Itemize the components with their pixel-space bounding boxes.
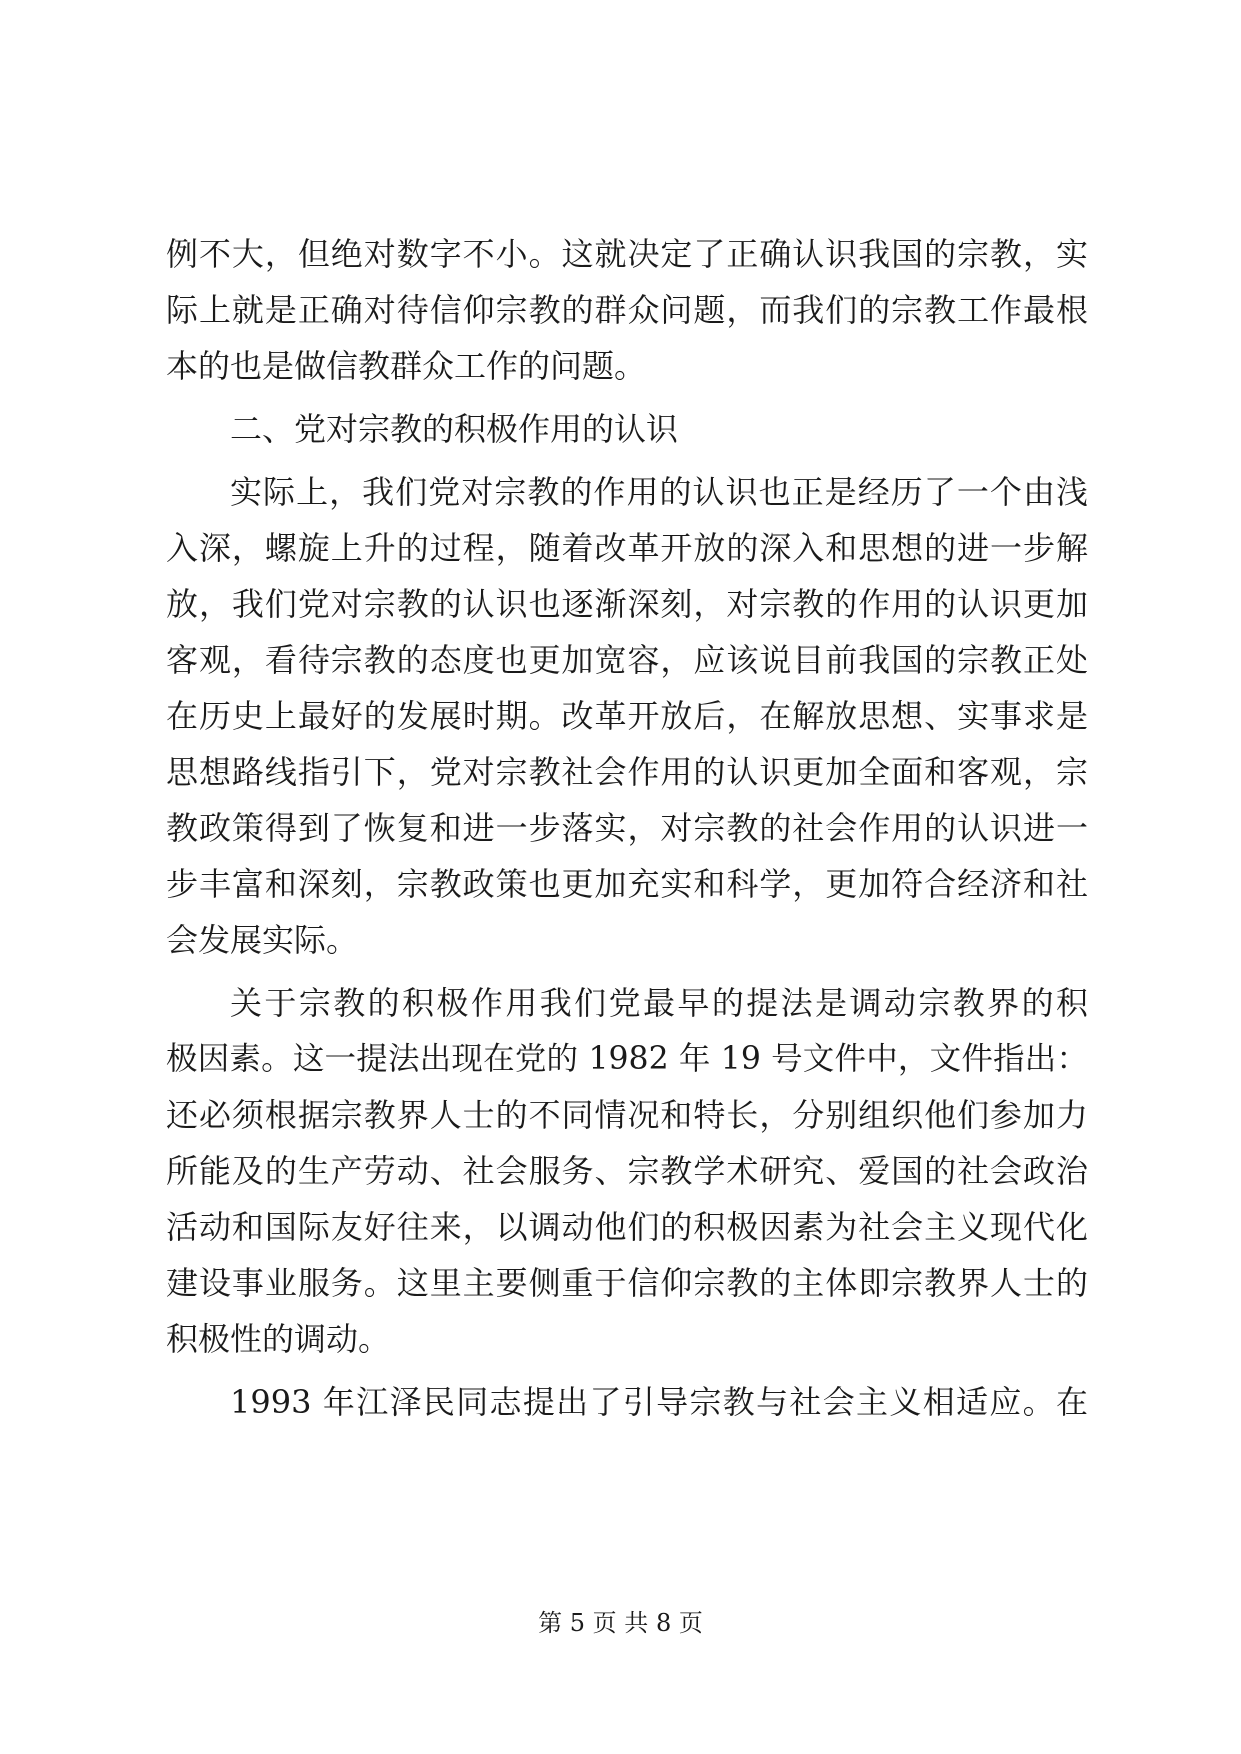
text-line: 客观，看待宗教的态度也更加宽容，应该说目前我国的宗教正处 (166, 641, 1088, 679)
page-footer: 第 5 页 共 8 页 (538, 1609, 703, 1637)
text-line: 教政策得到了恢复和进一步落实，对宗教的社会作用的认识进一 (166, 809, 1088, 847)
text-line: 极因素。这一提法出现在党的 1982 年 19 号文件中，文件指出： (166, 1041, 1088, 1077)
text-line: 还必须根据宗教界人士的不同情况和特长，分别组织他们参加力 (166, 1096, 1088, 1134)
paragraph (166, 1374, 1088, 1430)
text-line: 关于宗教的积极作用我们党最早的提法是调动宗教界的积 (230, 984, 1088, 1022)
paragraph (166, 464, 1088, 968)
text-line: 在历史上最好的发展时期。改革开放后，在解放思想、实事求是 (166, 697, 1088, 735)
text-line: 建设事业服务。这里主要侧重于信仰宗教的主体即宗教界人士的 (166, 1264, 1088, 1302)
text-line: 际上就是正确对待信仰宗教的群众问题，而我们的宗教工作最根 (166, 291, 1088, 329)
paragraph (166, 975, 1088, 1367)
section-heading (166, 401, 1088, 457)
text-line: 所能及的生产劳动、社会服务、宗教学术研究、爱国的社会政治 (166, 1152, 1088, 1190)
text-line: 本的也是做信教群众工作的问题。 (166, 347, 647, 385)
text-line: 例不大，但绝对数字不小。这就决定了正确认识我国的宗教，实 (166, 235, 1088, 273)
text-line: 步丰富和深刻，宗教政策也更加充实和科学，更加符合经济和社 (166, 865, 1088, 903)
heading-line: 二、党对宗教的积极作用的认识 (230, 410, 679, 448)
text-line: 实际上，我们党对宗教的作用的认识也正是经历了一个由浅 (230, 473, 1088, 511)
document-body (166, 226, 1088, 1430)
text-line: 积极性的调动。 (166, 1320, 391, 1358)
text-line: 入深，螺旋上升的过程，随着改革开放的深入和思想的进一步解 (166, 529, 1088, 567)
text-line: 1993 年江泽民同志提出了引导宗教与社会主义相适应。在 (230, 1383, 1088, 1421)
text-line: 放，我们党对宗教的认识也逐渐深刻，对宗教的作用的认识更加 (166, 585, 1088, 623)
text-line: 活动和国际友好往来，以调动他们的积极因素为社会主义现代化 (166, 1208, 1088, 1246)
text-line: 会发展实际。 (166, 921, 359, 959)
paragraph-continuation (166, 226, 1088, 394)
text-line: 思想路线指引下，党对宗教社会作用的认识更加全面和客观，宗 (166, 753, 1088, 791)
